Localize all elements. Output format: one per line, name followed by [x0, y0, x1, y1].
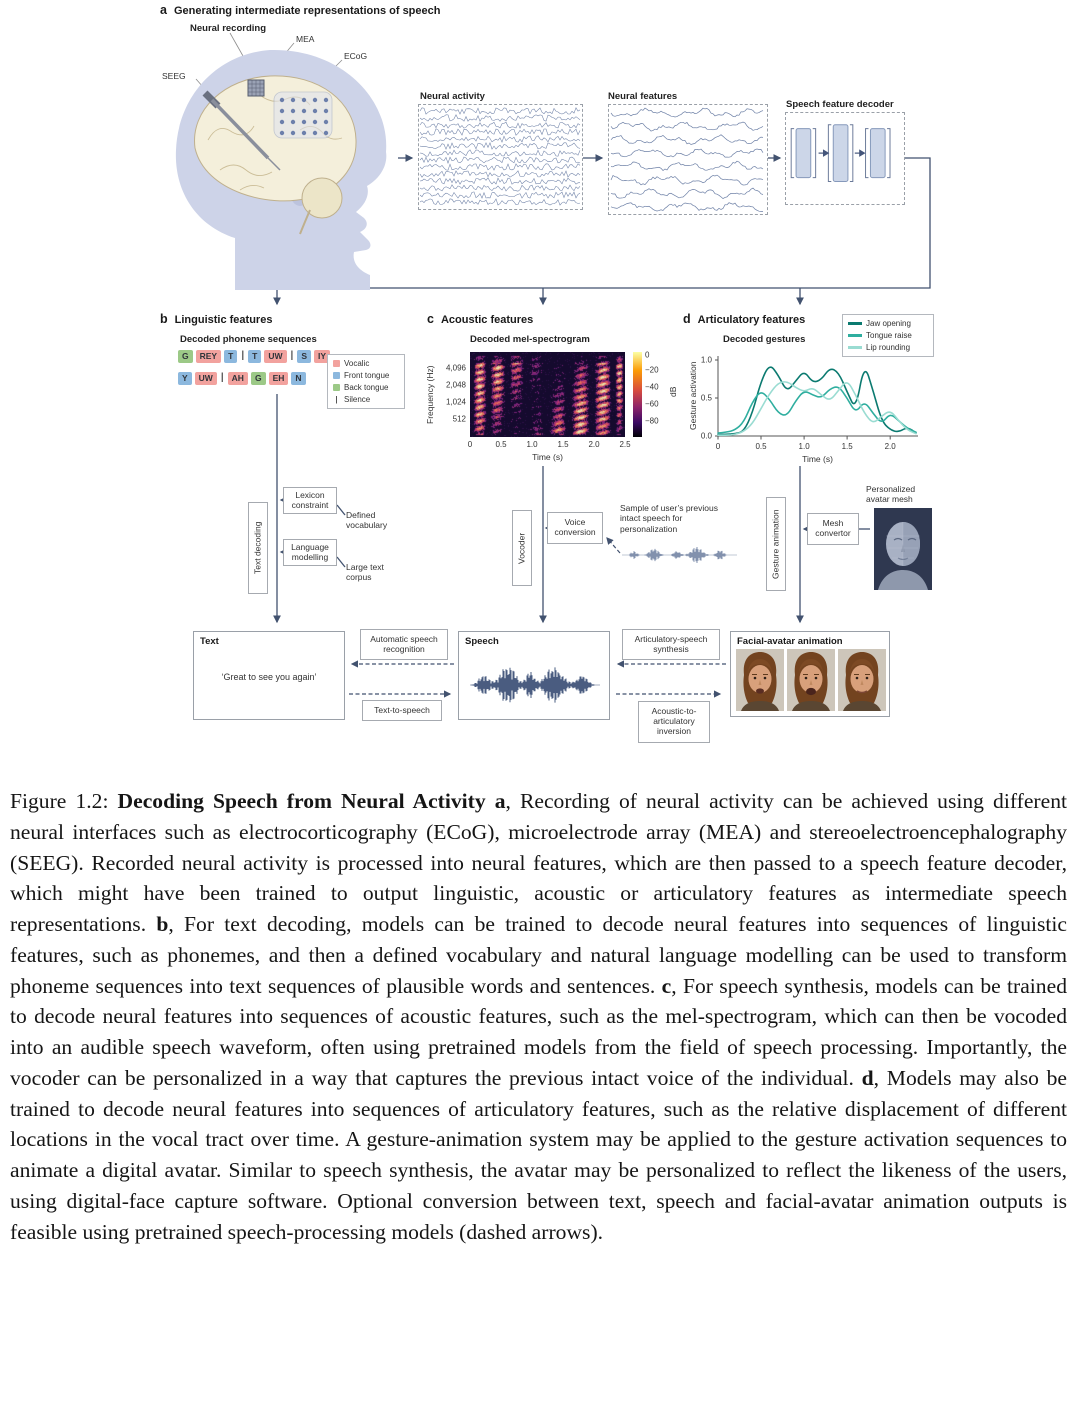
neural-activity-traces — [419, 105, 582, 209]
neural-activity-box — [418, 104, 583, 210]
lexicon-constraint-box: Lexicon constraint — [283, 487, 337, 514]
figure-caption — [10, 786, 1067, 1247]
tts-box: Text-to-speech — [362, 700, 442, 721]
language-modelling-box: Language modelling — [283, 539, 337, 566]
caption-segment-bold: Decoding Speech from Neural Activity a — [117, 789, 506, 813]
personalization-note: Sample of user’s previous intact speech for personalization — [620, 503, 718, 534]
mesh-convertor-box: Mesh convertor — [807, 513, 859, 545]
cerebellum-shape — [302, 178, 342, 218]
gesture-y-ticks — [692, 352, 712, 440]
articulatory-speech-synthesis-box: Articulatory-speech synthesis — [622, 629, 720, 660]
color-swatch — [333, 360, 340, 367]
phoneme-legend — [327, 354, 405, 409]
gesture-y-axis-title: Gesture activation — [688, 361, 698, 431]
tick-label: −80 — [645, 416, 659, 426]
caption-segment: , For speech synthesis, models can be trained to decode neural features into sequences of acoustic features, such as the mel-spectrogram, which can then be vocoded into an audible speech waveform, often using pretrained models from the field of speech processing. Importantly, the vocoder can be personalized in a way that captures the previous intact voice of the individual. — [10, 973, 1067, 1090]
legend-label: Front tongue — [344, 371, 390, 380]
spectrogram-x-ticks — [467, 440, 631, 450]
panel-d-header — [683, 312, 805, 326]
tick-label: 0.0 — [700, 431, 712, 441]
tick-label: −20 — [645, 365, 659, 375]
tick-label: 1.0 — [526, 440, 538, 449]
asr-box: Automatic speech recognition — [360, 629, 448, 660]
avatar-mesh-image — [874, 508, 932, 590]
spectrogram-title: Decoded mel-spectrogram — [470, 334, 590, 345]
legend-label: Silence — [344, 395, 371, 404]
legend-entry — [848, 331, 928, 340]
phoneme-separator: | — [220, 372, 224, 384]
phoneme-separator: | — [290, 350, 294, 362]
avatar-face-frame — [736, 649, 784, 716]
decoder-layers-icon — [786, 113, 904, 204]
avatar-face — [736, 649, 784, 711]
gesture-x-ticks — [715, 442, 920, 452]
phoneme-chip: S — [297, 350, 311, 363]
legend-label: Back tongue — [344, 383, 389, 392]
decoded-text: ‘Great to see you again’ — [221, 672, 317, 682]
defined-vocabulary-label: Defined vocabulary — [346, 510, 388, 531]
phoneme-chip: IY — [314, 350, 330, 363]
phoneme-chip: UW — [264, 350, 286, 363]
panel-b-tag: b — [160, 312, 168, 326]
panel-c-title: Acoustic features — [440, 314, 534, 326]
caption-segment-bold: d — [861, 1065, 874, 1090]
avatar-face-frame — [838, 649, 886, 716]
tick-label: 1,024 — [445, 397, 466, 407]
large-text-corpus-label: Large text corpus — [346, 562, 384, 583]
caption-segment-bold: c — [661, 973, 672, 998]
facial-animation-box — [730, 631, 890, 717]
tick-label: 2.0 — [588, 440, 600, 449]
tick-label: 0.5 — [700, 393, 712, 403]
gesture-animation-box: Gesture animation — [766, 497, 786, 591]
legend-label: Tongue raise — [866, 331, 912, 340]
tick-label: 2.5 — [619, 440, 631, 449]
legend-line-swatch — [848, 334, 862, 336]
legend-line-swatch — [848, 346, 862, 348]
avatar-face — [838, 649, 886, 711]
gesture-x-axis-title: Time (s) — [802, 454, 833, 464]
phoneme-row-1 — [178, 350, 330, 363]
legend-entry — [333, 395, 399, 404]
decoder-label: Speech feature decoder — [786, 99, 894, 110]
neural-features-label: Neural features — [608, 91, 678, 102]
spectrogram-y-ticks — [436, 352, 466, 437]
avatar-face-frame — [787, 649, 835, 716]
avatar-frames — [736, 649, 886, 716]
tick-label: 2.0 — [884, 442, 896, 451]
decoder-box — [785, 112, 905, 205]
tick-label: 0 — [467, 440, 473, 449]
color-swatch — [333, 384, 340, 391]
ecog-label: ECoG — [344, 51, 368, 61]
phoneme-chip: Y — [178, 372, 192, 385]
phoneme-chip: UW — [195, 372, 217, 385]
colorbar — [633, 352, 642, 437]
speech-output-tag: Speech — [465, 636, 499, 647]
gesture-chart — [715, 352, 920, 442]
spectrogram-x-axis-title: Time (s) — [532, 452, 563, 462]
legend-label: Jaw opening — [866, 319, 911, 328]
tick-label: 1.5 — [841, 442, 853, 451]
neural-features-traces — [609, 105, 767, 214]
panel-d-title: Articulatory features — [697, 314, 806, 326]
panel-b-header — [160, 312, 272, 326]
legend-label: Lip rounding — [866, 343, 911, 352]
phoneme-separator: | — [241, 350, 245, 362]
panel-a-header — [160, 3, 440, 17]
text-output-box — [193, 631, 345, 720]
legend-entry — [333, 371, 399, 380]
legend-entry — [848, 319, 928, 328]
phoneme-chip: AH — [228, 372, 248, 385]
tick-label: 2,048 — [445, 380, 466, 390]
tick-label: 0.5 — [495, 440, 507, 449]
legend-line-swatch — [848, 322, 862, 324]
brain-illustration — [150, 40, 410, 290]
phoneme-chip: G — [178, 350, 193, 363]
phoneme-row-2 — [178, 372, 306, 385]
tick-label: 4,096 — [445, 363, 466, 373]
vocoder-box: Vocoder — [512, 510, 532, 586]
avatar-face — [787, 649, 835, 711]
neural-activity-label: Neural activity — [420, 91, 485, 102]
legend-entry — [333, 383, 399, 392]
legend-entry — [848, 343, 928, 352]
text-decoding-box: Text decoding — [248, 502, 268, 594]
panel-d-tag: d — [683, 312, 691, 326]
colorbar-title: dB — [668, 386, 678, 398]
caption-segment: Figure 1.2: — [10, 789, 118, 813]
phoneme-chip: N — [291, 372, 305, 385]
tick-label: 0 — [645, 350, 650, 360]
tick-label: 0 — [715, 442, 721, 451]
caption-segment: , Recording of neural activity can be achieved using different neural interfaces such as electrocorticography (ECoG), microelectrode array (MEA) and stereoelectroencephalography (SEEG). Recorded neural activity is processed into neural features, which are then passed to a speech feature decoder, which might have been trained to output linguistic, acoustic or articulatory features as intermediate speech representations. — [10, 789, 1067, 937]
phoneme-chip: T — [248, 350, 261, 363]
phoneme-chip: EH — [269, 372, 289, 385]
tick-label: 1.0 — [798, 442, 810, 451]
panel-b-title: Linguistic features — [174, 314, 273, 326]
facial-animation-tag: Facial-avatar animation — [737, 636, 843, 647]
tick-label: 512 — [452, 414, 466, 424]
panel-a-title: Generating intermediate representations of speech — [173, 5, 441, 17]
tick-label: 0.5 — [755, 442, 767, 451]
tick-label: 1.0 — [700, 355, 712, 365]
gestures-title: Decoded gestures — [723, 334, 806, 345]
mel-spectrogram — [470, 352, 625, 437]
tick-label: −60 — [645, 399, 659, 409]
seeg-label: SEEG — [162, 71, 186, 81]
phoneme-sequences-label: Decoded phoneme sequences — [180, 334, 317, 345]
panel-c-header — [427, 312, 533, 326]
acoustic-articulatory-inversion-box: Acoustic-to-articulatory inversion — [638, 701, 710, 743]
avatar-mesh-note: Personalized avatar mesh — [866, 484, 916, 505]
phoneme-chip: G — [251, 372, 266, 385]
text-output-tag: Text — [200, 636, 219, 647]
legend-label: Vocalic — [344, 359, 370, 368]
tick-label: −40 — [645, 382, 659, 392]
color-swatch — [333, 372, 340, 379]
speech-output-box — [458, 631, 610, 720]
legend-entry — [333, 359, 399, 368]
phoneme-chip: REY — [196, 350, 221, 363]
neural-features-box — [608, 104, 768, 215]
caption-segment: , Models may also be trained to decode neural features into sequences of articulatory features, such as the relative displacement of different locations in the vocal tract over time. A gesture-animation system may be applied to the gesture activation sequences to animate a digital avatar. Similar to speech synthesis, the avatar may be personalized to reflect the likeness of the users, using digital-face capture software. Optional conversion between text, speech and facial-avatar animation outputs is feasible using pretrained speech-processing models (dashed arrows). — [10, 1065, 1067, 1244]
caption-segment-bold: b — [156, 912, 169, 937]
mea-label: MEA — [296, 34, 315, 44]
panel-c-tag: c — [427, 312, 434, 326]
gesture-legend — [842, 314, 934, 357]
spectrogram-y-axis-title: Frequency (Hz) — [425, 365, 435, 424]
phoneme-chip: T — [224, 350, 237, 363]
panel-a-tag: a — [160, 3, 167, 17]
voice-conversion-box: Voice conversion — [547, 512, 603, 544]
speech-waveform — [470, 658, 600, 712]
neural-recording-label: Neural recording — [190, 23, 267, 34]
caption-segment: , For text decoding, models can be trained to decode neural features into sequences of linguistic features, such as phonemes, and then a defined vocabulary and natural language modelling can be used to transform phoneme sequences into text sequences of plausible words and sentences. — [10, 912, 1067, 998]
tick-label: 1.5 — [557, 440, 569, 449]
silence-swatch: | — [335, 395, 338, 404]
sample-speech-waveform — [622, 544, 737, 566]
